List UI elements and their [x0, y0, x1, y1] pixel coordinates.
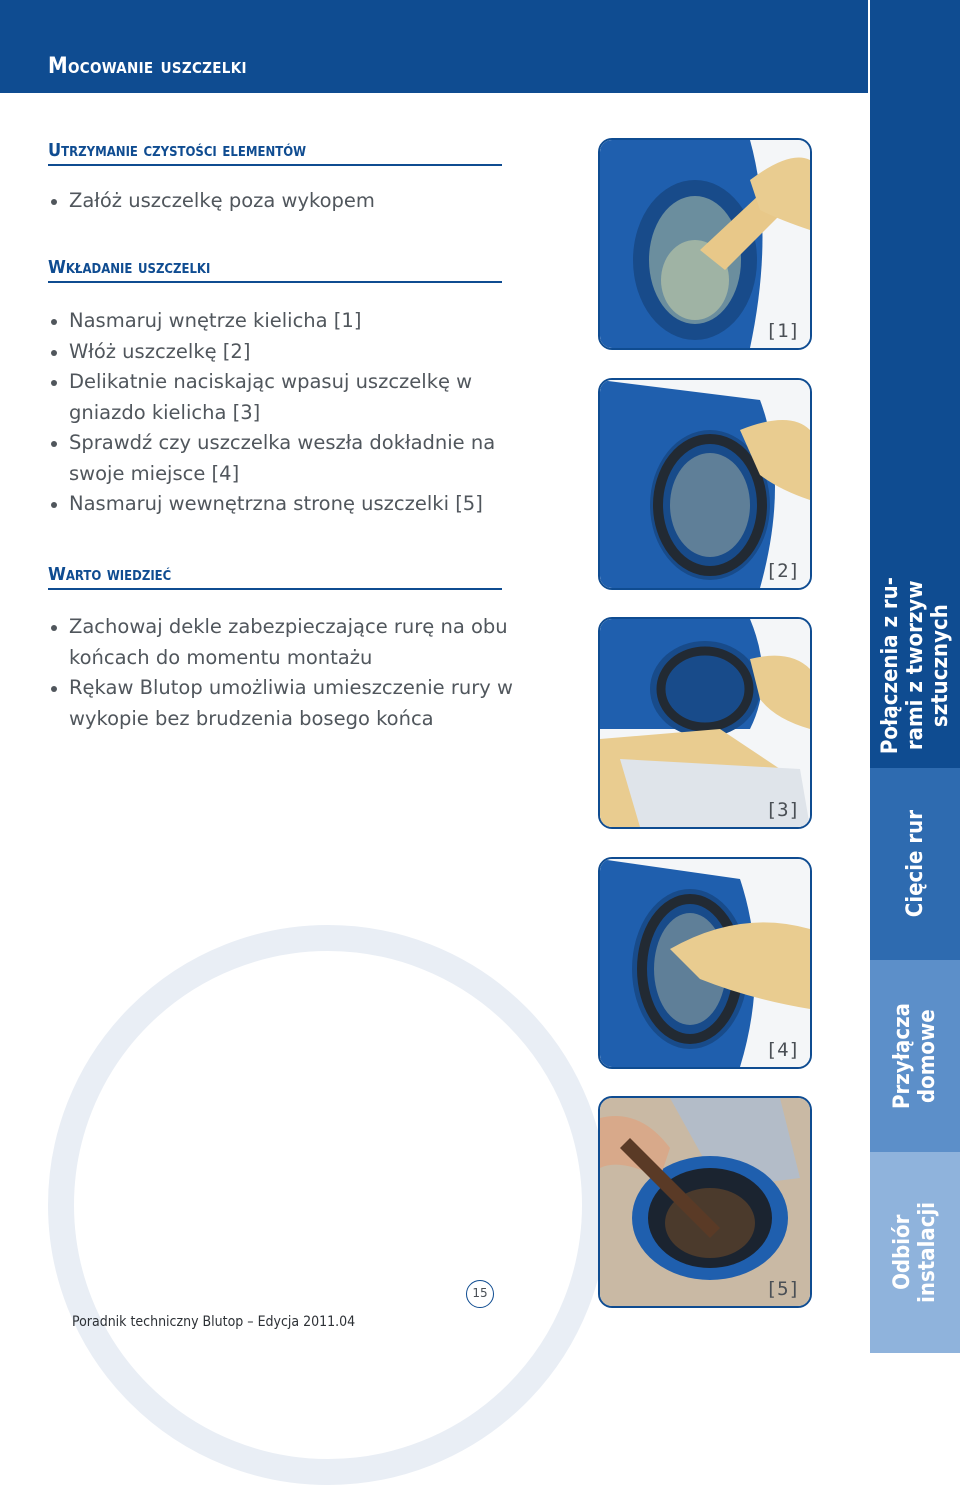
header-band	[0, 0, 868, 93]
side-tab-label: Przyłącza domowe	[890, 1003, 940, 1109]
photo-step-3	[598, 617, 812, 829]
photo-step-4	[598, 857, 812, 1069]
photo-label: [4]	[765, 1039, 800, 1061]
list-item: Zachowaj dekle zabezpieczające rurę na obu końcach do momentu montażu	[48, 612, 518, 673]
page-title: Mocowanie uszczelki	[48, 54, 247, 79]
footer-text: Poradnik techniczny Blutop – Edycja 2011.04	[72, 1314, 356, 1330]
photo-label: [2]	[765, 560, 800, 582]
gasket-press-icon	[600, 619, 810, 827]
gasket-insert-icon	[600, 380, 810, 588]
page-number: 15	[466, 1280, 494, 1308]
list-item: Delikatnie naciskając wpasuj uszczelkę w gniazdo kielicha [3]	[48, 367, 518, 428]
good-to-know-list	[48, 612, 518, 734]
side-tab-label: Cięcie rur	[902, 810, 928, 918]
list-item: Załóż uszczelkę poza wykopem	[48, 186, 518, 217]
side-tab-plastic-pipes[interactable]	[870, 0, 960, 768]
gasket-check-icon	[600, 859, 810, 1067]
pipe-greasing-icon	[600, 140, 810, 348]
photo-step-5	[598, 1096, 812, 1308]
list-item: Rękaw Blutop umożliwia umieszczenie rury w wykopie bez brudzenia bosego końca	[48, 673, 518, 734]
photo-label: [5]	[765, 1278, 800, 1300]
gasket-grease-icon	[600, 1098, 810, 1306]
side-tab-label: Odbiór instalacji	[890, 1202, 940, 1303]
decorative-ring	[48, 925, 608, 1485]
insertion-list	[48, 306, 518, 520]
list-item: Włóż uszczelkę [2]	[48, 337, 518, 368]
section-heading-good-to-know: Warto wiedzieć	[48, 564, 502, 590]
list-item: Nasmaruj wewnętrzna stronę uszczelki [5]	[48, 489, 518, 520]
photo-label: [1]	[765, 320, 800, 342]
cleanliness-list	[48, 186, 518, 217]
photo-step-2	[598, 378, 812, 590]
section-heading-cleanliness: Utrzymanie czystości elementów	[48, 140, 502, 166]
side-tab-label: Połączenia z ru- rami z tworzyw sztucznych	[877, 576, 953, 754]
side-tab-installation-acceptance[interactable]	[870, 1152, 960, 1353]
photo-label: [3]	[765, 799, 800, 821]
photo-step-1	[598, 138, 812, 350]
section-heading-insertion: Wkładanie uszczelki	[48, 257, 502, 283]
list-item: Nasmaruj wnętrze kielicha [1]	[48, 306, 518, 337]
side-tab-pipe-cutting[interactable]	[870, 768, 960, 960]
list-item: Sprawdź czy uszczelka weszła dokładnie na swoje miejsce [4]	[48, 428, 518, 489]
side-tab-house-connections[interactable]	[870, 960, 960, 1152]
